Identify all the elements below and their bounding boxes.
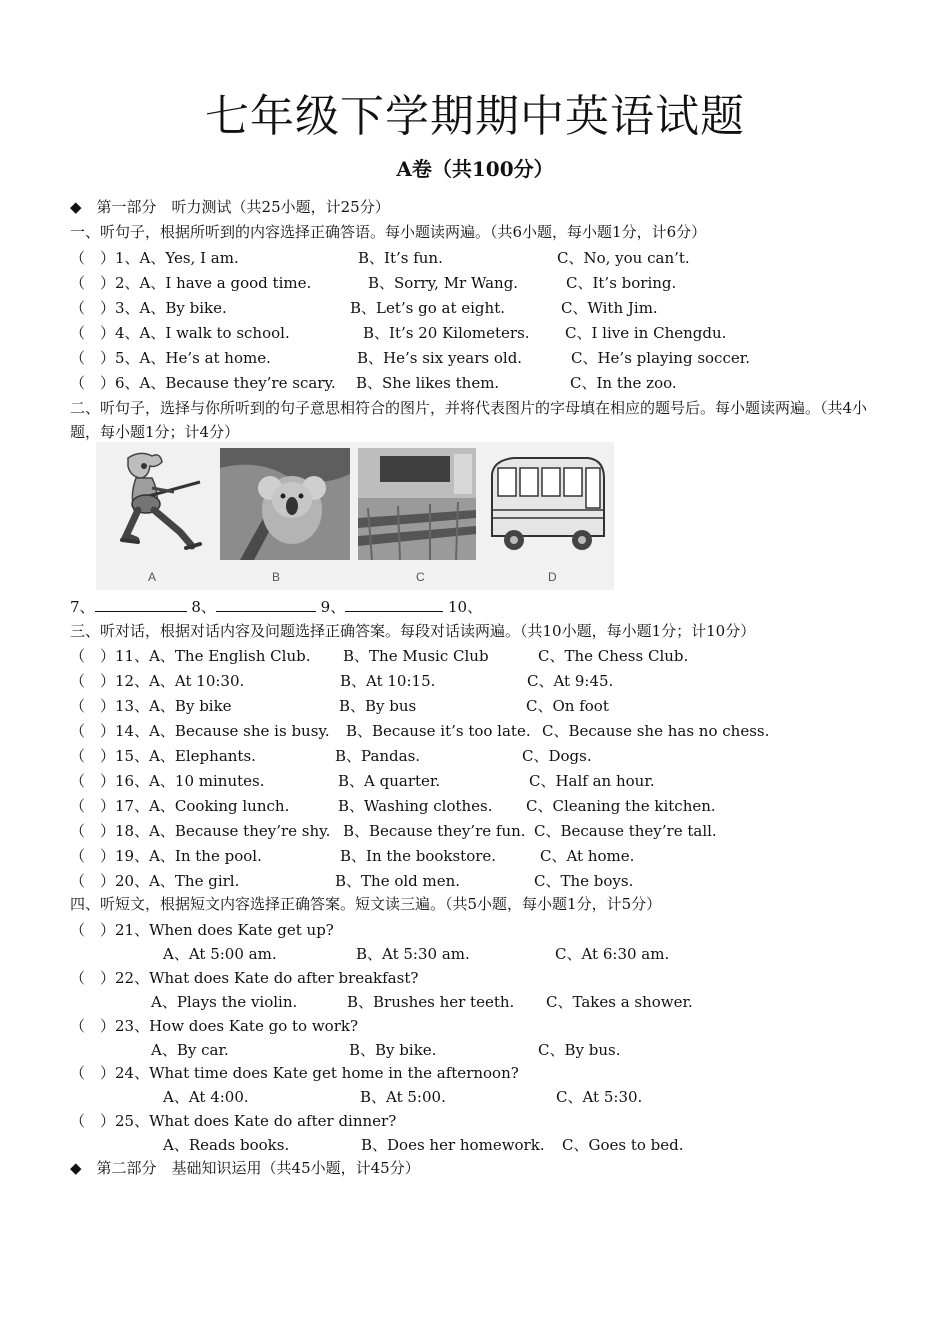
bus-picture: [484, 448, 608, 560]
option-b: B、It’s fun.: [358, 249, 443, 267]
option-c: C、At 6:30 am.: [555, 945, 670, 963]
option-c: C、I live in Chengdu.: [565, 324, 727, 342]
option-c: C、On foot: [526, 697, 609, 715]
answer-blank-7[interactable]: [95, 597, 187, 612]
option-c: C、Because she has no chess.: [542, 722, 770, 740]
option-c: C、Half an hour.: [529, 772, 655, 790]
question-row: [70, 372, 336, 393]
question-row: [70, 670, 244, 691]
koala-picture: [220, 448, 350, 560]
option-c: C、He’s playing soccer.: [571, 349, 751, 367]
answer-blank-9[interactable]: [345, 597, 443, 612]
picture-label-b: B: [272, 570, 281, 584]
blank-label-9: 9、: [320, 598, 346, 616]
option-b: B、He’s six years old.: [357, 349, 523, 367]
part2-heading: ◆ 第二部分 基础知识运用（共45小题，计45分）: [70, 1159, 420, 1177]
answer-blanks: [70, 596, 482, 617]
option-c: C、With Jim.: [561, 299, 658, 317]
question-number: （ ）11、: [70, 647, 150, 665]
question-number: （ ）16、: [70, 772, 150, 790]
question-number: （ ）14、: [70, 722, 150, 740]
option-a: A、By bike.: [139, 299, 227, 317]
option-b: B、A quarter.: [338, 772, 441, 790]
question-row: [70, 870, 239, 891]
option-b: B、It’s 20 Kilometers.: [363, 324, 530, 342]
question-number: （ ）18、: [70, 822, 150, 840]
option-a: A、The girl.: [149, 872, 240, 890]
option-a: A、By car.: [151, 1041, 229, 1059]
option-b: B、Because they’re fun.: [343, 822, 526, 840]
question-text: （ ）22、What does Kate do after breakfast?: [70, 969, 419, 987]
option-c: C、No, you can’t.: [557, 249, 690, 267]
question-row: [70, 770, 265, 791]
question-text: （ ）25、What does Kate do after dinner?: [70, 1112, 397, 1130]
question-row: [70, 745, 256, 766]
option-a: A、Because they’re shy.: [149, 822, 331, 840]
question-text: （ ）23、How does Kate go to work?: [70, 1017, 359, 1035]
classroom-picture: [358, 448, 476, 560]
question-row: [70, 645, 310, 666]
option-b: B、Pandas.: [335, 747, 421, 765]
option-b: B、Does her homework.: [361, 1136, 545, 1154]
sec1-instruction: 一、听句子，根据所听到的内容选择正确答语。每小题读两遍。（共6小题，每小题1分，计6分）: [70, 223, 707, 241]
question-number: （ ）12、: [70, 672, 150, 690]
option-c: C、By bus.: [538, 1041, 621, 1059]
option-b: B、At 5:00.: [360, 1088, 446, 1106]
option-a: A、The English Club.: [149, 647, 311, 665]
question-row: [70, 820, 330, 841]
part1-heading: ◆ 第一部分 听力测试（共25小题，计25分）: [70, 198, 390, 216]
option-c: C、Cleaning the kitchen.: [526, 797, 716, 815]
option-b: B、Sorry, Mr Wang.: [368, 274, 519, 292]
option-b: B、At 5:30 am.: [356, 945, 470, 963]
question-text: （ ）24、What time does Kate get home in the afternoon?: [70, 1064, 519, 1082]
option-b: B、Brushes her teeth.: [347, 993, 515, 1011]
option-a: A、At 4:00.: [163, 1088, 249, 1106]
guitarist-picture: [110, 448, 214, 560]
picture-label-c: C: [416, 570, 425, 584]
option-b: B、In the bookstore.: [340, 847, 497, 865]
option-c: C、Dogs.: [522, 747, 592, 765]
sec3-instruction: 三、听对话，根据对话内容及问题选择正确答案。每段对话读两遍。（共10小题，每小题1分；计10分）: [70, 622, 756, 640]
option-b: B、The old men.: [335, 872, 461, 890]
option-c: C、Because they’re tall.: [534, 822, 717, 840]
page-title: 七年级下学期期中英语试题: [205, 91, 745, 142]
option-b: B、She likes them.: [356, 374, 500, 392]
option-a: A、In the pool.: [149, 847, 262, 865]
question-row: [70, 845, 262, 866]
question-number: （ ）5、: [70, 349, 140, 367]
option-c: C、In the zoo.: [570, 374, 677, 392]
option-a: A、I have a good time.: [139, 274, 312, 292]
option-a: A、Yes, I am.: [139, 249, 239, 267]
option-c: C、At 9:45.: [527, 672, 614, 690]
page-subtitle: A卷（共100分）: [396, 157, 554, 181]
picture-label-a: A: [148, 570, 157, 584]
question-number: （ ）13、: [70, 697, 150, 715]
option-c: C、It’s boring.: [566, 274, 677, 292]
option-c: C、Goes to bed.: [562, 1136, 684, 1154]
question-number: （ ）17、: [70, 797, 150, 815]
option-a: A、Because they’re scary.: [139, 374, 336, 392]
picture-strip: [96, 442, 614, 590]
option-a: A、Because she is busy.: [149, 722, 330, 740]
question-row: [70, 322, 290, 343]
option-c: C、The boys.: [534, 872, 634, 890]
question-text: （ ）21、When does Kate get up?: [70, 921, 334, 939]
option-a: A、10 minutes.: [149, 772, 265, 790]
blank-label-7: 7、: [70, 598, 95, 616]
question-row: [70, 347, 271, 368]
option-b: B、Because it’s too late.: [346, 722, 531, 740]
question-number: （ ）20、: [70, 872, 150, 890]
question-number: （ ）1、: [70, 249, 140, 267]
option-c: C、At home.: [540, 847, 635, 865]
option-a: A、Reads books.: [163, 1136, 290, 1154]
question-row: [70, 272, 311, 293]
option-b: B、The Music Club: [343, 647, 489, 665]
option-a: A、At 5:00 am.: [163, 945, 277, 963]
option-a: A、Plays the violin.: [151, 993, 298, 1011]
option-b: B、Let’s go at eight.: [350, 299, 505, 317]
option-b: B、Washing clothes.: [338, 797, 493, 815]
sec4-instruction: 四、听短文，根据短文内容选择正确答案。短文读三遍。（共5小题，每小题1分，计5分）: [70, 895, 662, 913]
option-b: B、By bus: [339, 697, 417, 715]
picture-label-d: D: [548, 570, 557, 584]
option-a: A、By bike: [149, 697, 232, 715]
blank-label-10: 10、: [447, 598, 483, 616]
option-c: C、Takes a shower.: [546, 993, 693, 1011]
option-a: A、Elephants.: [149, 747, 256, 765]
question-number: （ ）19、: [70, 847, 150, 865]
option-a: A、He’s at home.: [139, 349, 271, 367]
option-b: B、At 10:15.: [340, 672, 436, 690]
question-row: [70, 720, 330, 741]
question-number: （ ）3、: [70, 299, 140, 317]
question-row: [70, 795, 289, 816]
question-number: （ ）15、: [70, 747, 150, 765]
question-number: （ ）4、: [70, 324, 140, 342]
option-a: A、Cooking lunch.: [149, 797, 290, 815]
option-a: A、At 10:30.: [149, 672, 245, 690]
question-number: （ ）6、: [70, 374, 140, 392]
option-c: C、At 5:30.: [556, 1088, 643, 1106]
question-row: [70, 247, 239, 268]
question-row: [70, 297, 227, 318]
blank-label-8: 8、: [191, 598, 216, 616]
question-number: （ ）2、: [70, 274, 140, 292]
option-b: B、By bike.: [349, 1041, 437, 1059]
sec2-instruction: 二、听句子，选择与你所听到的句子意思相符合的图片，并将代表图片的字母填在相应的题号后。每小题读两遍。（共4小题，每小题1分；计4分）: [70, 399, 868, 441]
answer-blank-8[interactable]: [216, 597, 316, 612]
option-c: C、The Chess Club.: [538, 647, 689, 665]
option-a: A、I walk to school.: [139, 324, 290, 342]
question-row: [70, 695, 232, 716]
